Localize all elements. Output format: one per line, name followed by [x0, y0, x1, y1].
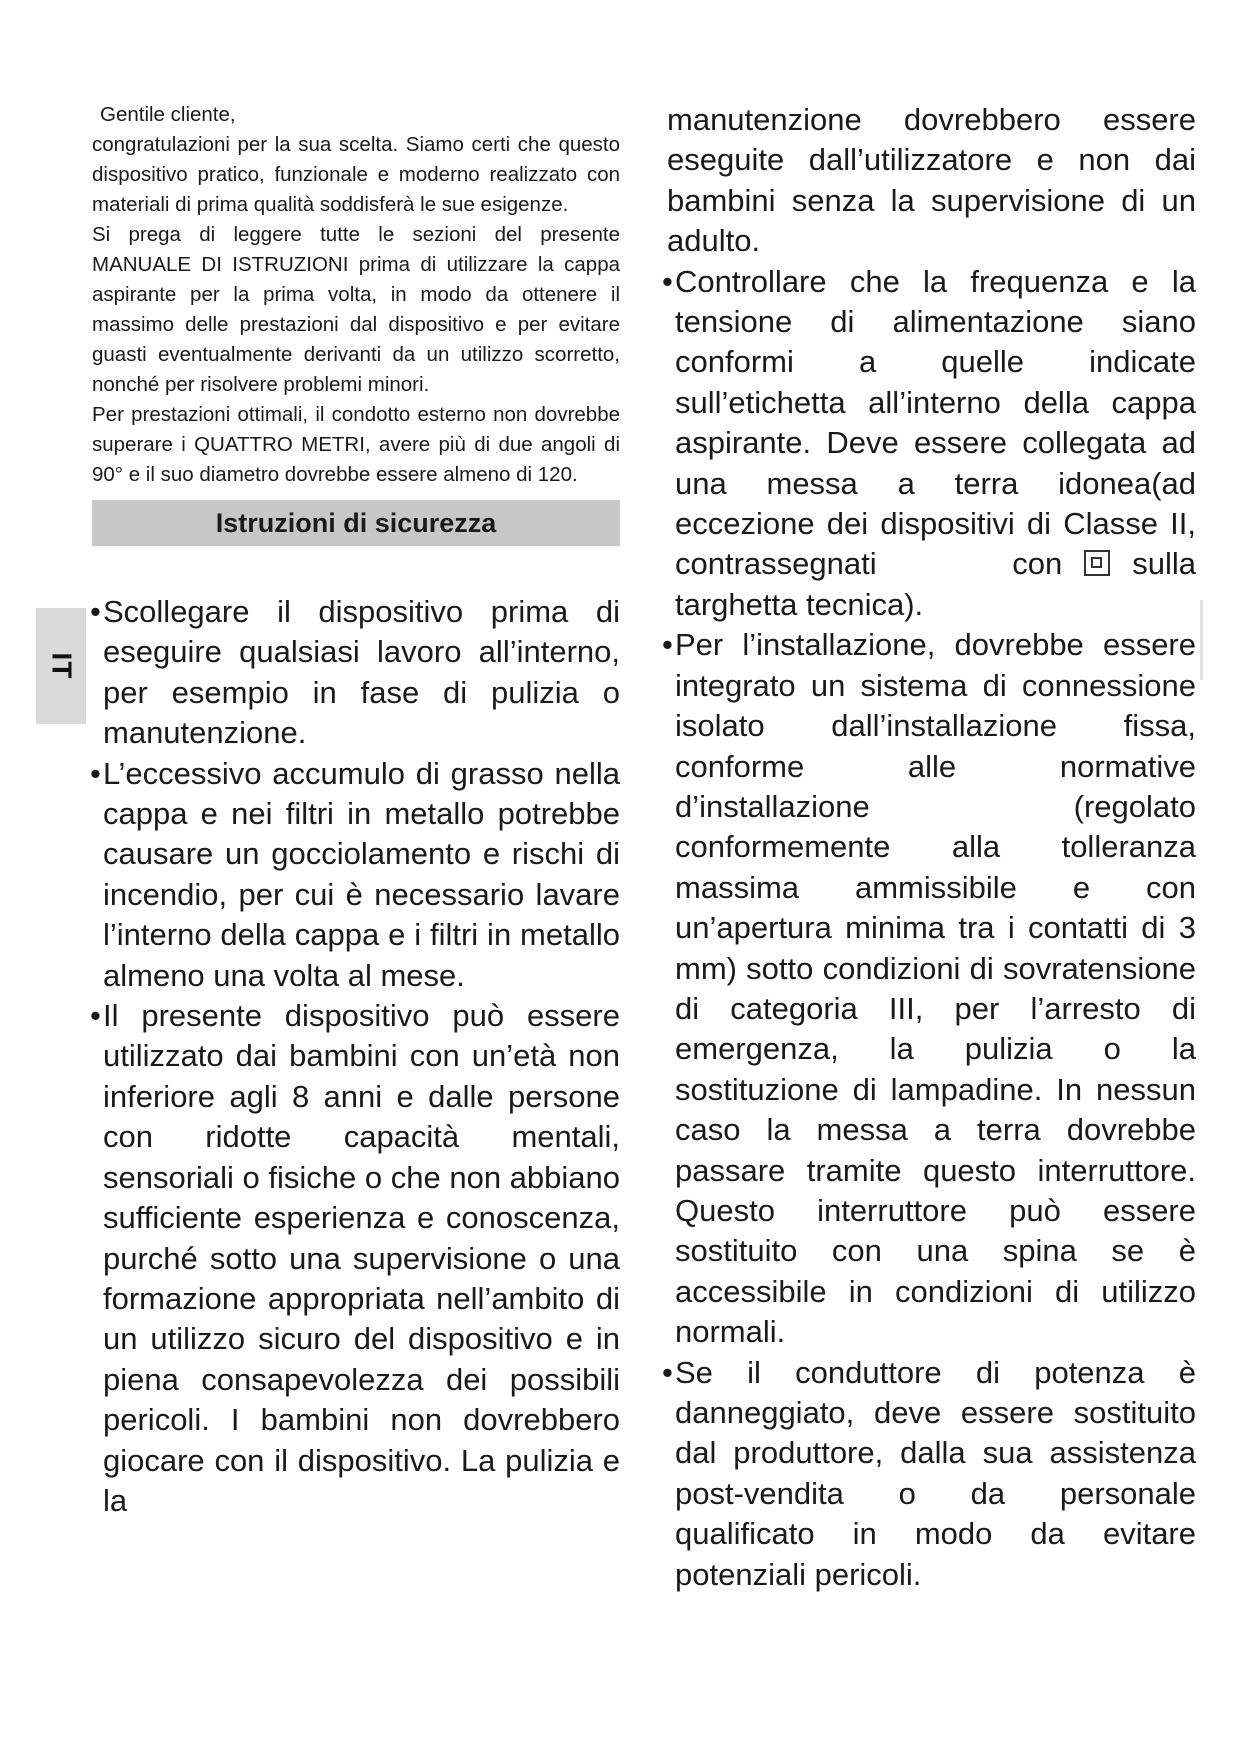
safety-item	[664, 625, 1196, 1352]
safety-item	[92, 996, 620, 1521]
safety-item-text: Per l’installazione, dovrebbe essere integrato un sistema di connessione isolato dall’installazione fissa, conforme alle normative d’installazione (regolato conformemente alla tolleranza massima ammissibile e con un’apertura minima tra i contatti di 3 mm) sotto condizioni di sovratensione di categoria III, per l’arresto di emergenza, la pulizia o la sostituzione di lampadine. In nessun caso la messa a terra dovrebbe passare tramite questo interruttore. Questo interruttore può essere sostituito con una spina se è accessibile in condizioni di utilizzo normali.	[675, 627, 1196, 1350]
bullet: •	[90, 755, 101, 791]
safety-item-text: Scollegare il dispositivo prima di eseguire qualsiasi lavoro all’interno, per esempio in fase di pulizia o manutenzione.	[103, 594, 620, 751]
safety-item-text: Il presente dispositivo può essere utilizzato dai bambini con un’età non inferiore agli 8 anni e dalle persone con ridotte capacità mentali, sensoriali o fisiche o che non abbiano sufficiente esperienza e conoscenza, purché sotto una supervisione o una formazione appropriata nell’ambito di un utilizzo sicuro del dispositivo e in piena consapevolezza dei possibili pericoli. I bambini non dovrebbero giocare con il dispositivo. La pulizia e la	[103, 998, 621, 1518]
intro-paragraph: congratulazioni per la sua scelta. Siamo certi che questo dispositivo pratico, funzionale e moderno realizzato con materiali di prima qualità soddisferà le sue esigenze.	[92, 133, 620, 216]
bullet: •	[662, 263, 673, 299]
language-tab	[36, 608, 86, 724]
language-tab-label: IT	[45, 652, 77, 680]
safety-list-left	[92, 592, 620, 1521]
safety-item-text: sulla targhetta tecnica).	[675, 546, 1196, 622]
safety-item	[92, 592, 620, 754]
greeting: Gentile cliente,	[100, 103, 236, 126]
bullet: •	[90, 594, 101, 629]
safety-item-text: Controllare che la frequenza e la tensione di alimentazione siano conformi a quelle indicate sull’etichetta all’interno della cappa aspirante. Deve essere collegata ad una messa a terra idonea(ad eccezione dei dispositivi di Classe II, contrassegnati con	[675, 263, 1196, 582]
intro-paragraph: Si prega di leggere tutte le sezioni del presente MANUALE DI ISTRUZIONI prima di utilizzare la cappa aspirante per la prima volta, in modo da ottenere il massimo delle prestazioni dal dispositivo e per evitare guasti eventualmente derivanti da un utilizzo scorretto, nonché per risolvere problemi minori.	[92, 223, 620, 396]
safety-item	[92, 754, 620, 996]
continued-text: manutenzione dovrebbero essere eseguite dall’utilizzatore e non dai bambini senza la supervisione di un adulto.	[667, 102, 1196, 259]
left-column	[92, 100, 620, 1521]
intro-block	[92, 100, 620, 490]
section-title: Istruzioni di sicurezza	[92, 500, 620, 546]
safety-item-text: L’eccessivo accumulo di grasso nella cappa e nei filtri in metallo potrebbe causare un gocciolamento e rischi di incendio, per cui è necessario lavare l’interno della cappa e i filtri in metallo almeno una volta al mese.	[103, 755, 620, 993]
bullet: •	[662, 1354, 673, 1390]
right-column	[664, 100, 1196, 1595]
page-edge-mark	[1200, 600, 1203, 680]
safety-item	[664, 1353, 1196, 1595]
safety-item	[664, 262, 1196, 626]
safety-item-text: Se il conduttore di potenza è danneggiato, deve essere sostituito dal produttore, dalla sua assistenza post-vendita o da personale qualificato in modo da evitare potenziali pericoli.	[675, 1354, 1196, 1592]
bullet: •	[662, 627, 673, 663]
class-ii-double-square-icon	[1084, 550, 1110, 576]
bullet: •	[90, 998, 101, 1034]
intro-paragraph: Per prestazioni ottimali, il condotto esterno non dovrebbe superare i QUATTRO METRI, avere più di due angoli di 90° e il suo diametro dovrebbe essere almeno di 120.	[92, 403, 620, 486]
